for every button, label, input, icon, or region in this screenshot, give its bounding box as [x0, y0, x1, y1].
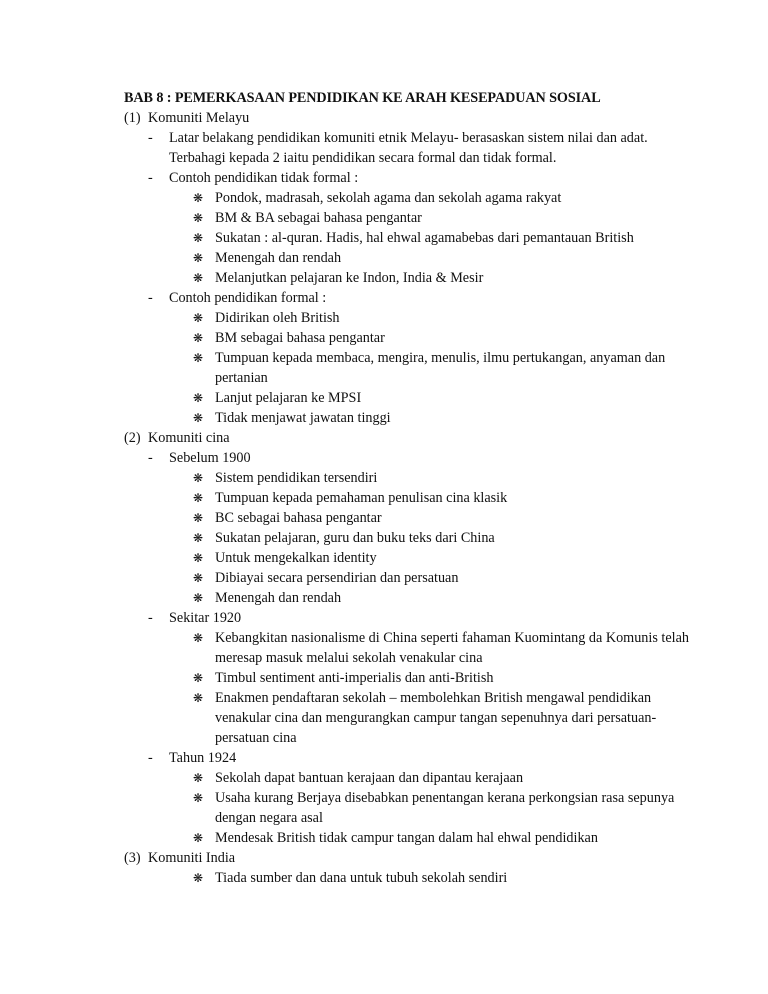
star-bullet-icon: ❋ — [193, 551, 204, 565]
star-item-text: Enakmen pendaftaran sekolah – membolehkan British mengawal pendidikan venakular cina dan mengurangkan campur tangan sepenuhnya dari persatuan-persatuan cina — [215, 690, 657, 746]
star-bullet-icon: ❋ — [193, 311, 204, 325]
star-item-text: BM & BA sebagai bahasa pengantar — [215, 210, 422, 226]
section-1 — [124, 108, 694, 128]
star-list-item — [124, 408, 694, 428]
star-list-item — [124, 668, 694, 688]
section-number: (2) — [124, 430, 141, 446]
star-bullet-icon: ❋ — [193, 511, 204, 525]
dash-list-item — [124, 748, 694, 768]
section-number: (3) — [124, 850, 141, 866]
star-item-text: BM sebagai bahasa pengantar — [215, 330, 385, 346]
dash-bullet-icon: - — [148, 610, 153, 626]
dash-item-text: Sekitar 1920 — [169, 610, 242, 626]
star-item-text: Mendesak British tidak campur tangan dalam hal ehwal pendidikan — [215, 830, 598, 846]
star-bullet-icon: ❋ — [193, 831, 204, 845]
section-number: (1) — [124, 110, 141, 126]
star-item-text: Untuk mengekalkan identity — [215, 550, 377, 566]
star-item-text: Tiada sumber dan dana untuk tubuh sekolah sendiri — [215, 870, 508, 886]
star-bullet-icon: ❋ — [193, 331, 204, 345]
star-bullet-icon: ❋ — [193, 571, 204, 585]
star-list-item — [124, 248, 694, 268]
dash-list-item — [124, 128, 694, 168]
star-bullet-icon: ❋ — [193, 471, 204, 485]
dash-bullet-icon: - — [148, 170, 153, 186]
star-bullet-icon: ❋ — [193, 671, 204, 685]
star-bullet-icon: ❋ — [193, 191, 204, 205]
document-body — [124, 88, 694, 888]
dash-list-item — [124, 608, 694, 628]
star-bullet-icon: ❋ — [193, 591, 204, 605]
section-heading: Komuniti cina — [148, 430, 230, 446]
dash-bullet-icon: - — [148, 130, 153, 146]
star-bullet-icon: ❋ — [193, 631, 204, 645]
star-bullet-icon: ❋ — [193, 411, 204, 425]
star-list-item — [124, 228, 694, 248]
star-list-item — [124, 188, 694, 208]
star-list-item — [124, 588, 694, 608]
section-heading: Komuniti India — [148, 850, 236, 866]
star-item-text: Tumpuan kepada membaca, mengira, menulis, ilmu pertukangan, anyaman dan pertanian — [215, 350, 666, 386]
star-list-item — [124, 328, 694, 348]
star-item-text: Dibiayai secara persendirian dan persatuan — [215, 570, 459, 586]
dash-bullet-icon: - — [148, 450, 153, 466]
dash-item-text: Sebelum 1900 — [169, 450, 251, 466]
star-list-item — [124, 208, 694, 228]
star-list-item — [124, 788, 694, 828]
star-list-item — [124, 308, 694, 328]
star-bullet-icon: ❋ — [193, 691, 204, 705]
star-bullet-icon: ❋ — [193, 491, 204, 505]
star-item-text: Menengah dan rendah — [215, 590, 342, 606]
star-bullet-icon: ❋ — [193, 271, 204, 285]
dash-bullet-icon: - — [148, 750, 153, 766]
dash-list-item — [124, 288, 694, 308]
star-list-item — [124, 268, 694, 288]
star-list-item — [124, 468, 694, 488]
star-list-item — [124, 388, 694, 408]
dash-item-text: Contoh pendidikan tidak formal : — [169, 170, 359, 186]
star-list-item — [124, 348, 694, 388]
star-list-item — [124, 528, 694, 548]
star-bullet-icon: ❋ — [193, 231, 204, 245]
star-item-text: Sekolah dapat bantuan kerajaan dan dipantau kerajaan — [215, 770, 524, 786]
star-item-text: Melanjutkan pelajaran ke Indon, India & Mesir — [215, 270, 484, 286]
star-item-text: Pondok, madrasah, sekolah agama dan sekolah agama rakyat — [215, 190, 562, 206]
star-item-text: Menengah dan rendah — [215, 250, 342, 266]
dash-bullet-icon: - — [148, 290, 153, 306]
section-2 — [124, 428, 694, 448]
star-bullet-icon: ❋ — [193, 251, 204, 265]
star-item-text: Tidak menjawat jawatan tinggi — [215, 410, 391, 426]
star-bullet-icon: ❋ — [193, 211, 204, 225]
star-item-text: Didirikan oleh British — [215, 310, 340, 326]
star-list-item — [124, 868, 694, 888]
star-item-text: Usaha kurang Berjaya disebabkan penentangan kerana perkongsian rasa sepunya dengan negara asal — [215, 790, 675, 826]
star-item-text: Timbul sentiment anti-imperialis dan anti-British — [215, 670, 494, 686]
star-bullet-icon: ❋ — [193, 351, 204, 365]
star-list-item — [124, 548, 694, 568]
dash-item-text: Contoh pendidikan formal : — [169, 290, 327, 306]
star-bullet-icon: ❋ — [193, 791, 204, 805]
star-item-text: Sukatan : al-quran. Hadis, hal ehwal agamabebas dari pemantauan British — [215, 230, 634, 246]
dash-list-item — [124, 168, 694, 188]
star-list-item — [124, 568, 694, 588]
star-list-item — [124, 828, 694, 848]
star-bullet-icon: ❋ — [193, 771, 204, 785]
star-item-text: Sukatan pelajaran, guru dan buku teks dari China — [215, 530, 495, 546]
star-bullet-icon: ❋ — [193, 531, 204, 545]
document-title: BAB 8 : PEMERKASAAN PENDIDIKAN KE ARAH KESEPADUAN SOSIAL — [124, 90, 601, 106]
dash-item-text: Latar belakang pendidikan komuniti etnik Melayu- berasaskan sistem nilai dan adat. Terbahagi kepada 2 iaitu pendidikan secara formal dan tidak formal. — [169, 130, 648, 166]
star-list-item — [124, 628, 694, 668]
section-3 — [124, 848, 694, 868]
star-item-text: Kebangkitan nasionalisme di China seperti fahaman Kuomintang da Komunis telah meresap masuk melalui sekolah venakular cina — [215, 630, 689, 666]
section-heading: Komuniti Melayu — [148, 110, 250, 126]
star-list-item — [124, 768, 694, 788]
star-item-text: BC sebagai bahasa pengantar — [215, 510, 382, 526]
star-list-item — [124, 508, 694, 528]
star-item-text: Lanjut pelajaran ke MPSI — [215, 390, 362, 406]
star-bullet-icon: ❋ — [193, 391, 204, 405]
star-list-item — [124, 488, 694, 508]
dash-item-text: Tahun 1924 — [169, 750, 237, 766]
star-item-text: Tumpuan kepada pemahaman penulisan cina klasik — [215, 490, 508, 506]
star-bullet-icon: ❋ — [193, 871, 204, 885]
dash-list-item — [124, 448, 694, 468]
star-item-text: Sistem pendidikan tersendiri — [215, 470, 378, 486]
star-list-item — [124, 688, 694, 748]
